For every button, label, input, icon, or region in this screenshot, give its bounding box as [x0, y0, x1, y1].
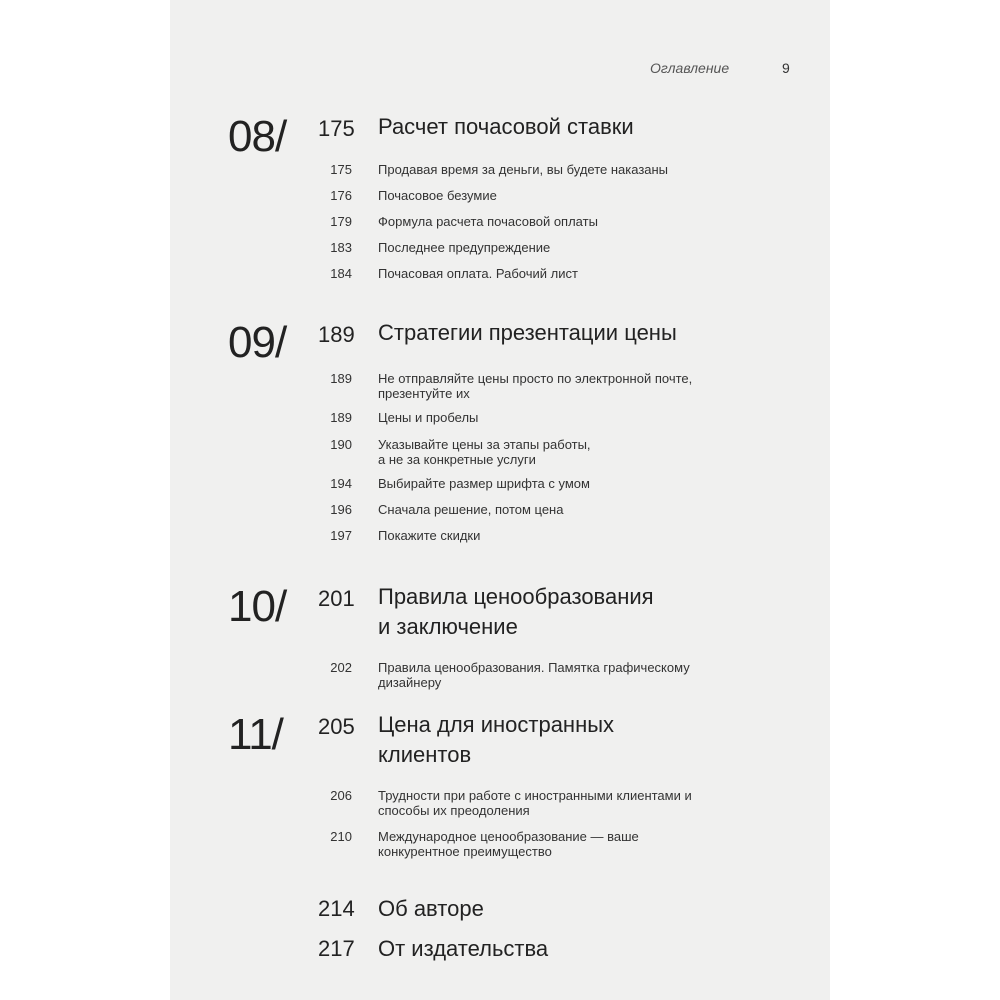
toc-item-title: Формула расчета почасовой оплаты [378, 214, 598, 229]
toc-item-page: 175 [330, 162, 352, 177]
chapter-number: 11/ [228, 710, 283, 759]
toc-item-page: 196 [330, 502, 352, 517]
toc-item-page: 184 [330, 266, 352, 281]
toc-item-title: Покажите скидки [378, 528, 481, 543]
running-header-page-number: 9 [782, 60, 790, 76]
toc-item-title: Правила ценообразования. Памятка графическому дизайнеру [378, 660, 690, 690]
book-page [170, 0, 830, 1000]
chapter-number: 09/ [228, 318, 287, 367]
toc-item-title: Выбирайте размер шрифта с умом [378, 476, 590, 491]
toc-item-page: 202 [330, 660, 352, 675]
chapter-page: 175 [318, 116, 355, 141]
toc-item-title: Продавая время за деньги, вы будете наказаны [378, 162, 669, 177]
chapter-title: Стратегии презентации цены [378, 320, 677, 345]
chapter-title: Расчет почасовой ставки [378, 114, 634, 139]
toc-item-page: 197 [330, 528, 352, 543]
toc-item-page: 183 [330, 240, 352, 255]
chapter-page: 189 [318, 322, 355, 347]
toc-item-title: Трудности при работе с иностранными клиентами и способы их преодоления [378, 788, 692, 818]
toc-item-title: Цены и пробелы [378, 410, 479, 425]
chapter-page: 201 [318, 586, 355, 611]
toc-item-page: 179 [330, 214, 352, 229]
endmatter-page: 214 [318, 896, 355, 921]
endmatter-page: 217 [318, 936, 355, 961]
toc-item-title: Почасовая оплата. Рабочий лист [378, 266, 578, 281]
chapter-title: Правила ценообразования и заключение [378, 584, 654, 639]
toc-item-page: 189 [330, 371, 352, 386]
toc-item-page: 189 [330, 410, 352, 425]
toc-item-page: 190 [330, 437, 352, 452]
endmatter-title: Об авторе [378, 896, 484, 921]
chapter-number: 08/ [228, 112, 287, 161]
chapter-title: Цена для иностранных клиентов [378, 712, 615, 767]
chapter-page: 205 [318, 714, 355, 739]
toc-item-page: 206 [330, 788, 352, 803]
running-header-title: Оглавление [650, 60, 730, 76]
toc-item-title: Указывайте цены за этапы работы, а не за конкретные услуги [378, 437, 591, 467]
toc-item-title: Почасовое безумие [378, 188, 497, 203]
toc-item-title: Сначала решение, потом цена [378, 502, 564, 517]
toc-item-title: Не отправляйте цены просто по электронной почте, презентуйте их [378, 371, 693, 401]
toc-item-page: 210 [330, 829, 352, 844]
toc-item-title: Международное ценообразование — ваше конкурентное преимущество [378, 829, 639, 859]
toc-item-title: Последнее предупреждение [378, 240, 551, 255]
endmatter-title: От издательства [378, 936, 549, 961]
chapter-number: 10/ [228, 582, 287, 631]
toc-item-page: 176 [330, 188, 352, 203]
toc-item-page: 194 [330, 476, 352, 491]
